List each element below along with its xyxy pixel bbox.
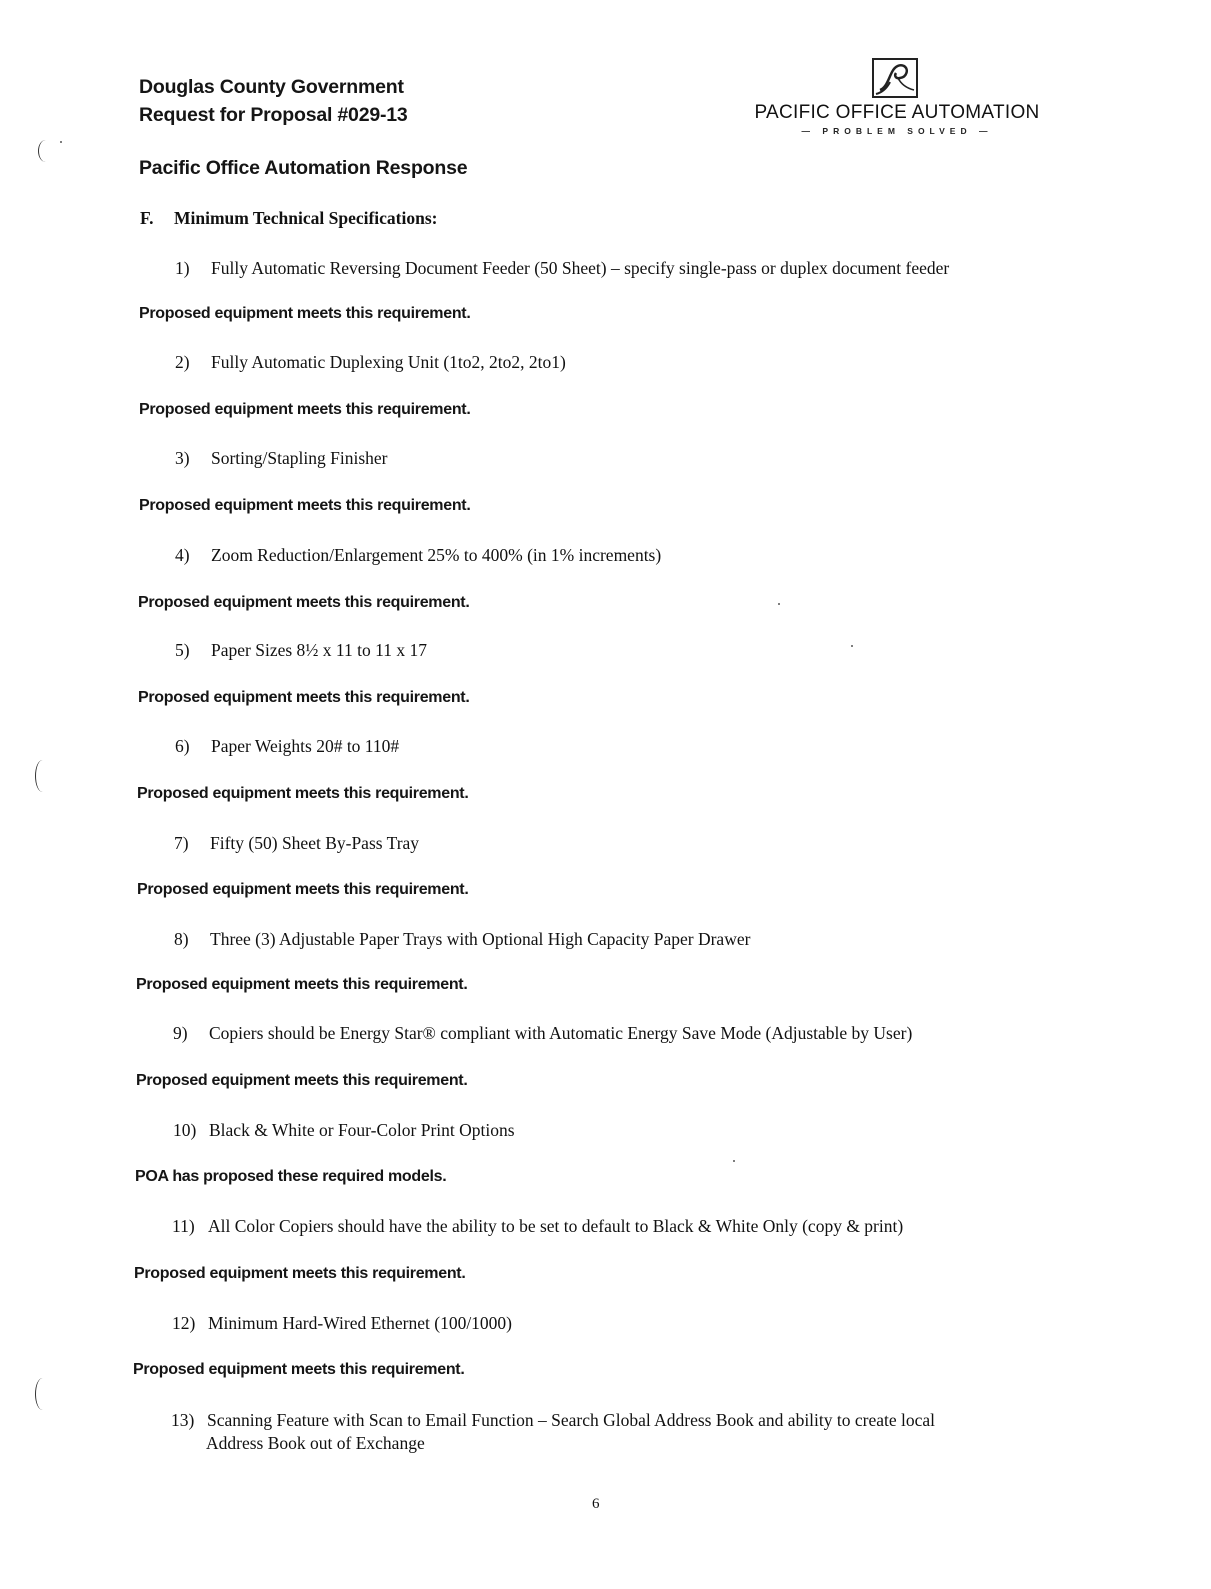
spec-text: Fifty (50) Sheet By-Pass Tray xyxy=(210,833,420,853)
spec-response: POA has proposed these required models. xyxy=(135,1168,447,1185)
spec-number: 1) xyxy=(175,258,190,278)
spec-number: 13) xyxy=(171,1410,195,1430)
header-response-title: Pacific Office Automation Response xyxy=(139,157,468,179)
spec-text-continued: Address Book out of Exchange xyxy=(206,1433,425,1453)
spec-number: 9) xyxy=(173,1023,188,1043)
spec-text: Fully Automatic Reversing Document Feeder (50 Sheet) – specify single-pass or duplex document feeder xyxy=(211,258,950,278)
spec-response: Proposed equipment meets this requirement. xyxy=(139,305,471,322)
spec-response: Proposed equipment meets this requirement. xyxy=(139,497,471,514)
spec-text: Copiers should be Energy Star® compliant with Automatic Energy Save Mode (Adjustable by User) xyxy=(209,1023,913,1043)
logo-company-name: PACIFIC OFFICE AUTOMATION xyxy=(754,102,1040,123)
spec-text: Paper Sizes 8½ x 11 to 11 x 17 xyxy=(211,640,427,660)
logo-tagline: — PROBLEM SOLVED — xyxy=(801,126,993,136)
spec-response: Proposed equipment meets this requirement. xyxy=(139,401,471,418)
spec-number: 11) xyxy=(172,1216,195,1236)
spec-response: Proposed equipment meets this requirement. xyxy=(137,881,469,898)
spec-item xyxy=(172,1313,512,1334)
spec-response: Proposed equipment meets this requirement. xyxy=(137,785,469,802)
scan-speck xyxy=(778,603,780,605)
header-rfp: Request for Proposal #029-13 xyxy=(139,104,408,126)
spec-item xyxy=(172,1216,903,1237)
spec-response: Proposed equipment meets this requirement. xyxy=(138,689,470,706)
spec-number: 5) xyxy=(175,640,190,660)
spec-text: Sorting/Stapling Finisher xyxy=(211,448,388,468)
punch-hole-mark xyxy=(35,1378,50,1410)
spec-item xyxy=(175,640,427,661)
spec-item xyxy=(174,833,419,854)
spec-item xyxy=(174,929,750,950)
spec-number: 10) xyxy=(173,1120,197,1140)
spec-number: 8) xyxy=(174,929,189,949)
punch-hole-mark xyxy=(35,760,50,792)
spec-item xyxy=(175,736,399,757)
spec-number: 3) xyxy=(175,448,190,468)
spec-response: Proposed equipment meets this requirement. xyxy=(138,594,470,611)
spec-response: Proposed equipment meets this requirement. xyxy=(136,976,468,993)
spec-number: 6) xyxy=(175,736,190,756)
punch-hole-mark xyxy=(38,140,53,162)
spec-text: Black & White or Four-Color Print Options xyxy=(209,1120,515,1140)
scan-speck xyxy=(733,1160,735,1162)
scan-speck xyxy=(60,141,62,143)
spec-text: Minimum Hard-Wired Ethernet (100/1000) xyxy=(208,1313,513,1333)
spec-item xyxy=(175,352,566,373)
spec-item xyxy=(173,1023,912,1044)
header-county: Douglas County Government xyxy=(139,76,404,98)
spec-number: 12) xyxy=(172,1313,196,1333)
spec-item xyxy=(171,1410,935,1431)
section-heading xyxy=(140,208,437,229)
spec-response: Proposed equipment meets this requirement. xyxy=(133,1361,465,1378)
spec-item xyxy=(175,448,387,469)
spec-text: Fully Automatic Duplexing Unit (1to2, 2to2, 2to1) xyxy=(211,352,566,372)
spec-item xyxy=(175,258,949,279)
spec-text: All Color Copiers should have the ability to be set to default to Black & White Only (copy & print) xyxy=(208,1216,904,1236)
spec-number: 4) xyxy=(175,545,190,565)
spec-response: Proposed equipment meets this requirement. xyxy=(136,1072,468,1089)
spec-text: Zoom Reduction/Enlargement 25% to 400% (in 1% increments) xyxy=(211,545,662,565)
section-letter: F. xyxy=(140,208,154,228)
scan-speck xyxy=(851,645,853,647)
spec-number: 7) xyxy=(174,833,189,853)
spec-number: 2) xyxy=(175,352,190,372)
spec-text: Paper Weights 20# to 110# xyxy=(211,736,400,756)
logo-mark-icon xyxy=(872,58,918,98)
page-number: 6 xyxy=(592,1496,600,1512)
spec-item xyxy=(173,1120,515,1141)
spec-response: Proposed equipment meets this requirement. xyxy=(134,1265,466,1282)
spec-text: Three (3) Adjustable Paper Trays with Optional High Capacity Paper Drawer xyxy=(210,929,751,949)
section-title: Minimum Technical Specifications: xyxy=(174,208,438,228)
spec-item xyxy=(175,545,661,566)
spec-text: Scanning Feature with Scan to Email Function – Search Global Address Book and ability to create local xyxy=(207,1410,936,1430)
company-logo xyxy=(744,58,1050,136)
